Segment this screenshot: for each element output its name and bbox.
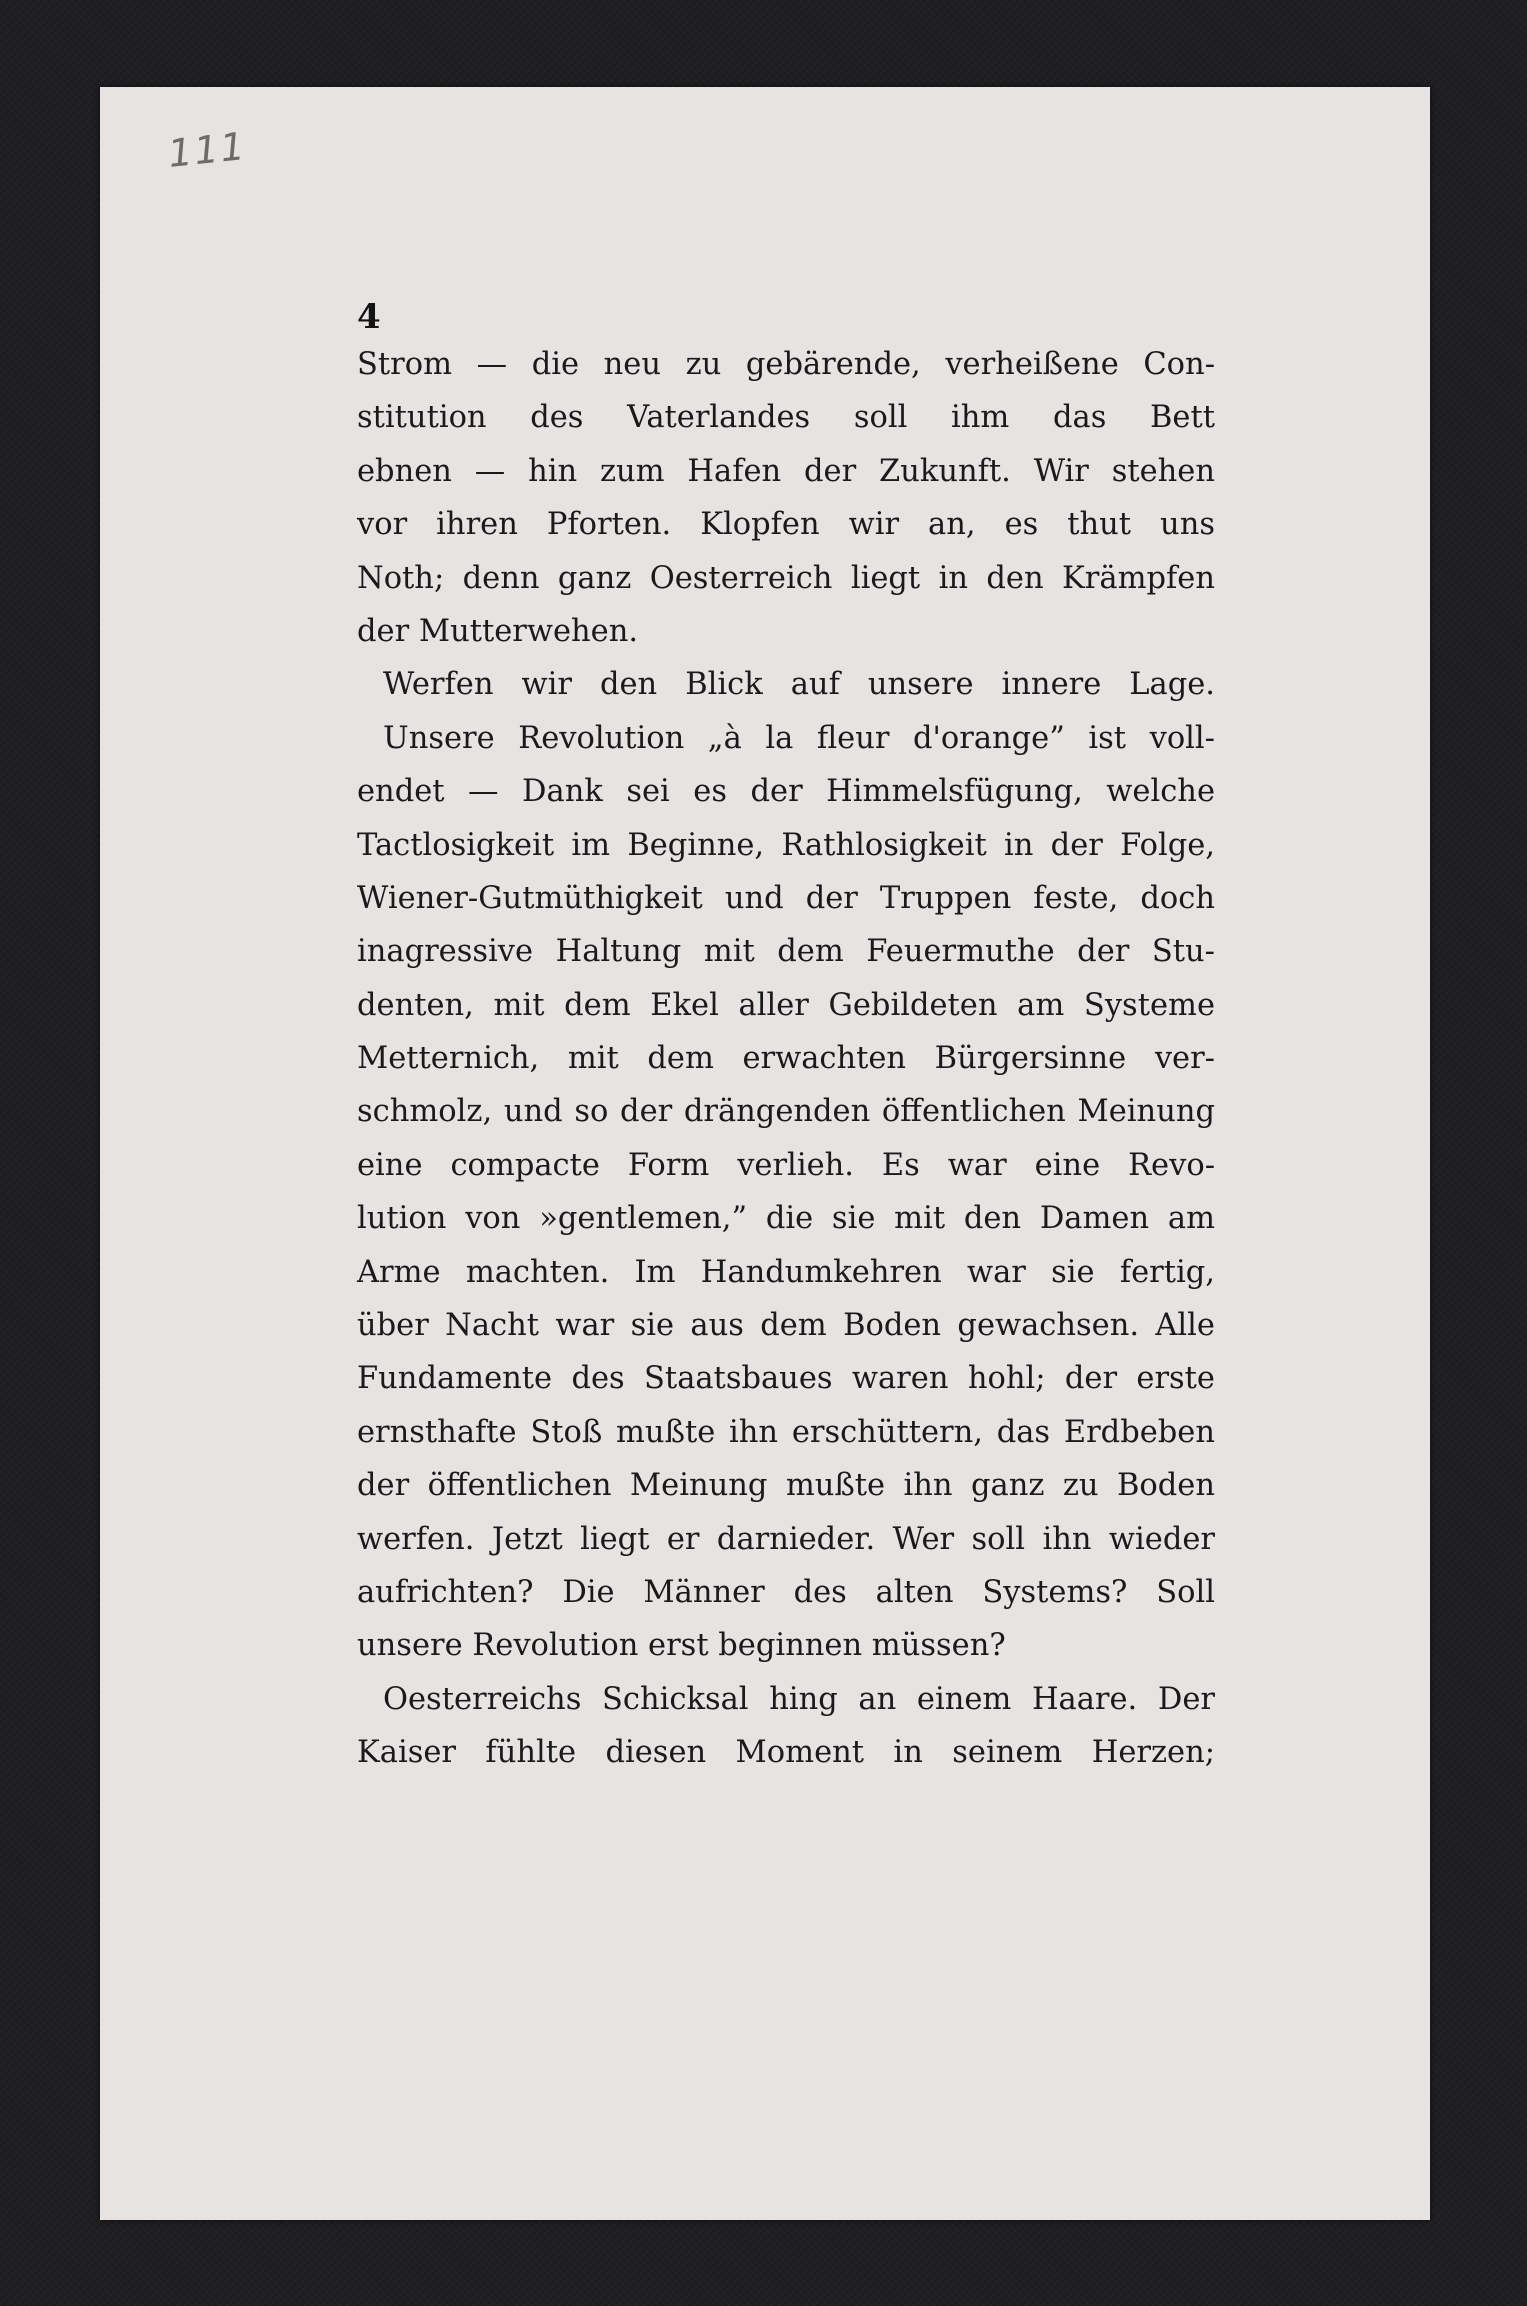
text-line: aufrichten? Die Männer des alten Systems? Soll: [357, 1574, 1215, 1610]
body-text: [357, 338, 1215, 1780]
text-line: der Mutterwehen.: [357, 613, 639, 649]
text-line: eine compacte Form verlieh. Es war eine Revo-: [357, 1147, 1215, 1183]
text-line: Wiener-Gutmüthigkeit und der Truppen feste, doch: [357, 880, 1215, 916]
text-line: inagressive Haltung mit dem Feuermuthe der Stu-: [357, 934, 1215, 970]
text-line: stitution des Vaterlandes soll ihm das Bett: [357, 400, 1215, 436]
text-line: Noth; denn ganz Oesterreich liegt in den Krämpfen: [357, 560, 1215, 596]
handwritten-archive-number: 111: [165, 124, 249, 176]
text-line: lution von »gentlemen,” die sie mit den Damen am: [357, 1201, 1215, 1237]
text-line: Unsere Revolution „à la fleur d'orange” ist voll-: [383, 720, 1215, 756]
text-line: Metternich, mit dem erwachten Bürgersinne ver-: [357, 1041, 1215, 1077]
text-line: vor ihren Pforten. Klopfen wir an, es thut uns: [357, 507, 1215, 543]
text-line: der öffentlichen Meinung mußte ihn ganz zu Boden: [357, 1468, 1215, 1504]
text-line: Fundamente des Staatsbaues waren hohl; der erste: [357, 1361, 1215, 1397]
text-line: Oesterreichs Schicksal hing an einem Haare. Der: [383, 1681, 1215, 1717]
text-line: ernsthafte Stoß mußte ihn erschüttern, das Erdbeben: [357, 1414, 1215, 1450]
text-line: endet — Dank sei es der Himmelsfügung, welche: [357, 774, 1215, 810]
text-line: Kaiser fühlte diesen Moment in seinem Herzen;: [357, 1735, 1215, 1771]
text-line: unsere Revolution erst beginnen müssen?: [357, 1628, 1006, 1664]
page-number: 4: [357, 297, 381, 337]
text-line: Strom — die neu zu gebärende, verheißene Con-: [357, 347, 1215, 382]
text-line: Tactlosigkeit im Beginne, Rathlosigkeit in der Folge,: [357, 827, 1215, 863]
text-line: ebnen — hin zum Hafen der Zukunft. Wir stehen: [357, 453, 1215, 489]
text-line: werfen. Jetzt liegt er darnieder. Wer soll ihn wieder: [357, 1521, 1215, 1557]
text-line: Arme machten. Im Handumkehren war sie fertig,: [357, 1254, 1215, 1290]
text-line: über Nacht war sie aus dem Boden gewachsen. Alle: [357, 1308, 1215, 1344]
text-line: schmolz, und so der drängenden öffentlichen Meinung: [357, 1094, 1215, 1130]
text-line: Werfen wir den Blick auf unsere innere Lage.: [383, 667, 1215, 703]
text-line: denten, mit dem Ekel aller Gebildeten am Systeme: [357, 987, 1215, 1023]
